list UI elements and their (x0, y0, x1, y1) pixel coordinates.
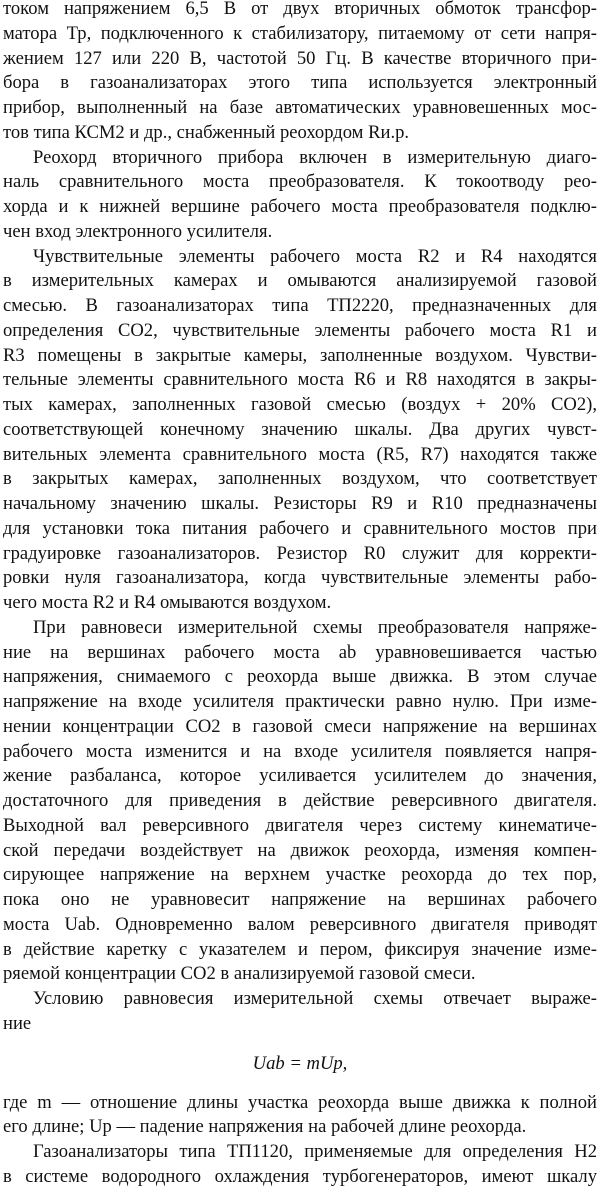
text-line: сирующее напряжение на верхнем участке реохорда до тех пор, (3, 864, 597, 886)
text-line: Выходной вал реверсивного двигателя через систему кинематиче- (3, 814, 597, 836)
text-line: рабочего моста изменится и на входе усилителя появляется напря- (3, 740, 597, 762)
text-line: напряжения, снимаемого с реохорда выше движка. В этом случае (3, 666, 597, 688)
text-line: наль сравнительного моста преобразователя. К токоотводу рео- (3, 171, 597, 193)
text-line: чего моста R2 и R4 омываются воздухом. (3, 592, 332, 613)
text-line: моста Uab. Одновременно валом реверсивного двигателя приводят (3, 913, 597, 935)
text-line: нении концентрации CO2 в газовой смеси напряжение на вершинах (3, 715, 597, 737)
text-line: ряемой концентрации CO2 в анализируемой газовой смеси. (3, 963, 476, 985)
text-line: ние на вершинах рабочего моста ab уравновешивается частью (3, 641, 597, 663)
text-line: Чувствительные элементы рабочего моста R2 и R4 находятся (33, 245, 597, 267)
text-line: градуировке газоанализаторов. Резистор R0 служит для корректи- (3, 542, 597, 564)
text-line: ние (3, 1012, 32, 1034)
text-line: ровки нуля газоанализатора, когда чувствительные элементы рабо- (3, 567, 597, 589)
text-line: R3 помещены в закрытые камеры, заполненные воздухом. Чувстви- (3, 344, 597, 366)
text-line: Условию равновесия измерительной схемы отвечает выраже- (33, 988, 597, 1009)
text-line: прибор, выполненный на базе автоматических уравновешенных мос- (3, 97, 597, 118)
text-line: достаточного для приведения в действие реверсивного двигателя. (3, 790, 597, 811)
text-line: Реохорд вторичного прибора включен в измерительную диаго- (33, 146, 597, 168)
text-line: в системе водородного охлаждения турбогенераторов, имеют шкалу (3, 1165, 597, 1187)
text-line: чен вход электронного усилителя. (3, 220, 273, 242)
text-line: матора Тр, подключенного к стабилизатору, питаемому от сети напря- (3, 22, 597, 44)
text-line: вительных элемента сравнительного моста (R5, R7) находятся также (3, 443, 597, 465)
text-line: в закрытых камерах, заполненных воздухом, что соответствует (3, 468, 597, 490)
text-line: напряжение на входе усилителя практически равно нулю. При изме- (3, 691, 597, 712)
text-flow (3, 0, 597, 1190)
text-line: определения CO2, чувствительные элементы рабочего моста R1 и (3, 319, 597, 341)
text-line: жение разбаланса, которое усиливается усилителем до значения, (3, 765, 597, 787)
formula: Uab = mUp, (252, 1052, 348, 1074)
text-line: тельные элементы сравнительного моста R6 и R8 находятся в закры- (3, 369, 597, 391)
text-line: током напряжением 6,5 В от двух вторичных обмоток трансфор- (3, 0, 597, 19)
text-line: ской передачи воздействует на движок реохорда, изменяя компен- (3, 839, 597, 861)
text-line: соответствующей конечному значению шкалы. Два других чувст- (3, 418, 597, 440)
text-line: начальному значению шкалы. Резисторы R9 и R10 предназначены (3, 493, 597, 514)
text-line: в измерительных камерах и омываются анализируемой газовой (3, 270, 597, 292)
text-line: бора в газоанализаторах этого типа используется электронный (3, 72, 597, 94)
text-line: Газоанализаторы типа ТП1120, применяемые для определения H2 (33, 1141, 597, 1162)
text-line: в действие каретку с указателем и пером, фиксируя значение изме- (3, 938, 597, 960)
text-line: тых камерах, заполненных газовой смесью (воздух + 20% CO2), (3, 394, 597, 415)
text-line: пока оно не уравновесит напряжение на вершинах рабочего (3, 889, 597, 910)
text-line: При равновеси измерительной схемы преобразователя напряже- (33, 616, 597, 638)
text-line: смесью. В газоанализаторах типа ТП2220, предназначенных для (3, 295, 597, 316)
text-line: где m — отношение длины участка реохорда выше движка к полной (3, 1091, 597, 1113)
text-line: хорда и к нижней вершине рабочего моста преобразователя подклю- (3, 196, 597, 217)
text-line: для установки тока питания рабочего и сравнительного мостов при (3, 517, 597, 539)
text-line: его длине; Up — падение напряжения на рабочей длине реохорда. (3, 1116, 527, 1138)
text-line: тов типа КСМ2 и др., снабженный реохордом Rи.р. (3, 121, 410, 143)
text-line: жением 127 или 220 В, частотой 50 Гц. В качестве вторичного при- (3, 47, 597, 69)
